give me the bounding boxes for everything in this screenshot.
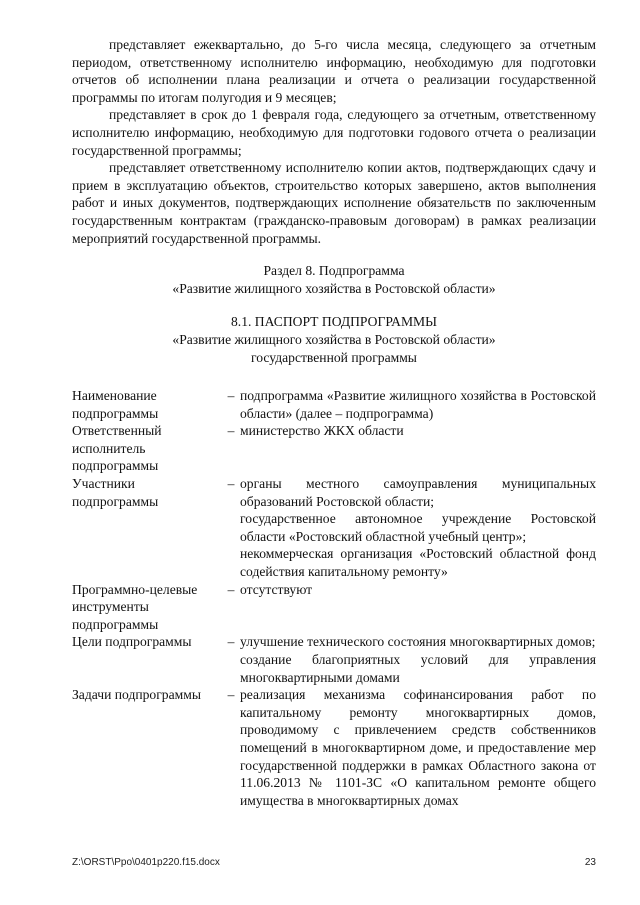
intro-paragraph-3: представляет ответственному исполнителю копии актов, подтверждающих сдачу и прием в эксплуатацию объектов, строительство которых завершено, актов выполнения работ и иных документов, подтверждающих исполнение обязательств по заключенным государственным контрактам (гражданско-правовым договорам) в рамках реализации мероприятий государственной программы. — [72, 160, 596, 246]
passport-row — [72, 387, 596, 422]
passport-value-line: государственное автономное учреждение Ростовской области «Ростовский областной учебный центр»; — [240, 511, 596, 544]
passport-value-line: реализация механизма софинансирования работ по капитальному ремонту многоквартирных домов, проводимому с привлечением средств собственников помещений в многоквартирном доме, и предоставление мер государственной поддержки в рамках Областного закона от 11.06.2013 № 1101-ЗС «О капитальном ремонте общего имущества в многоквартирных домах — [240, 687, 596, 808]
passport-row-value — [240, 581, 596, 634]
passport-row-value — [240, 387, 596, 422]
footer-page-number: 23 — [584, 857, 596, 868]
passport-value-line: некоммерческая организация «Ростовский областной фонд содействия капитальному ремонту» — [240, 546, 596, 580]
passport-row-label: Задачи подпрограммы — [72, 687, 201, 703]
passport-row — [72, 422, 596, 475]
passport-row-value — [240, 422, 596, 475]
passport-row-value — [240, 633, 596, 686]
passport-heading — [72, 313, 596, 366]
passport-title: 8.1. ПАСПОРТ ПОДПРОГРАММЫ — [231, 314, 437, 330]
section-heading — [72, 262, 596, 297]
passport-value-line: министерство ЖКХ области — [240, 423, 404, 439]
intro-paragraph-1: представляет ежеквартально, до 5-го числа месяца, следующего за отчетным периодом, ответственному исполнителю информацию, необходимую для подготовки отчетов об исполнении плана реализации и отчета о реализации государственной программы по итогам полугодия и 9 месяцев; — [72, 37, 596, 105]
passport-row-label: Участники подпрограммы — [72, 476, 159, 509]
footer-file-path: Z:\ORST\Ppo\0401p220.f15.docx — [72, 857, 220, 868]
passport-row-value — [240, 475, 596, 581]
passport-row — [72, 686, 596, 809]
passport-row-dash: – — [227, 388, 235, 404]
passport-row-label: Цели подпрограммы — [72, 634, 192, 650]
section-subtitle: «Развитие жилищного хозяйства в Ростовской области» — [172, 280, 496, 296]
section-title: Раздел 8. Подпрограмма — [263, 263, 405, 279]
passport-row-dash: – — [227, 634, 235, 650]
passport-row — [72, 581, 596, 634]
document-page — [72, 36, 596, 809]
passport-value-line: подпрограмма «Развитие жилищного хозяйства в Ростовской области» (далее – подпрограмма) — [240, 388, 596, 421]
passport-row-label: Ответственный исполнитель подпрограммы — [72, 423, 162, 474]
passport-row-dash: – — [227, 581, 235, 597]
passport-value-line: органы местного самоуправления муниципальных образований Ростовской области; — [240, 476, 596, 509]
passport-row — [72, 475, 596, 581]
passport-row-dash: – — [227, 687, 235, 703]
intro-paragraph-2: представляет в срок до 1 февраля года, следующего за отчетным, ответственному исполнителю информацию, необходимую для подготовки годового отчета о реализации государственной программы; — [72, 107, 596, 158]
passport-row-dash: – — [227, 423, 235, 439]
passport-subtitle-2: государственной программы — [251, 349, 417, 365]
passport-row-dash: – — [227, 476, 235, 492]
passport-row-label: Программно-целевые инструменты подпрограммы — [72, 581, 198, 632]
passport-table — [72, 387, 596, 809]
passport-row-label: Наименование подпрограммы — [72, 388, 159, 421]
passport-row-value — [240, 686, 596, 809]
passport-value-line: улучшение технического состояния многоквартирных домов; — [240, 634, 596, 650]
passport-value-line: создание благоприятных условий для управления многоквартирными домами — [240, 652, 596, 685]
passport-row — [72, 633, 596, 686]
passport-value-line: отсутствуют — [240, 581, 313, 597]
passport-subtitle: «Развитие жилищного хозяйства в Ростовской области» — [172, 331, 496, 347]
